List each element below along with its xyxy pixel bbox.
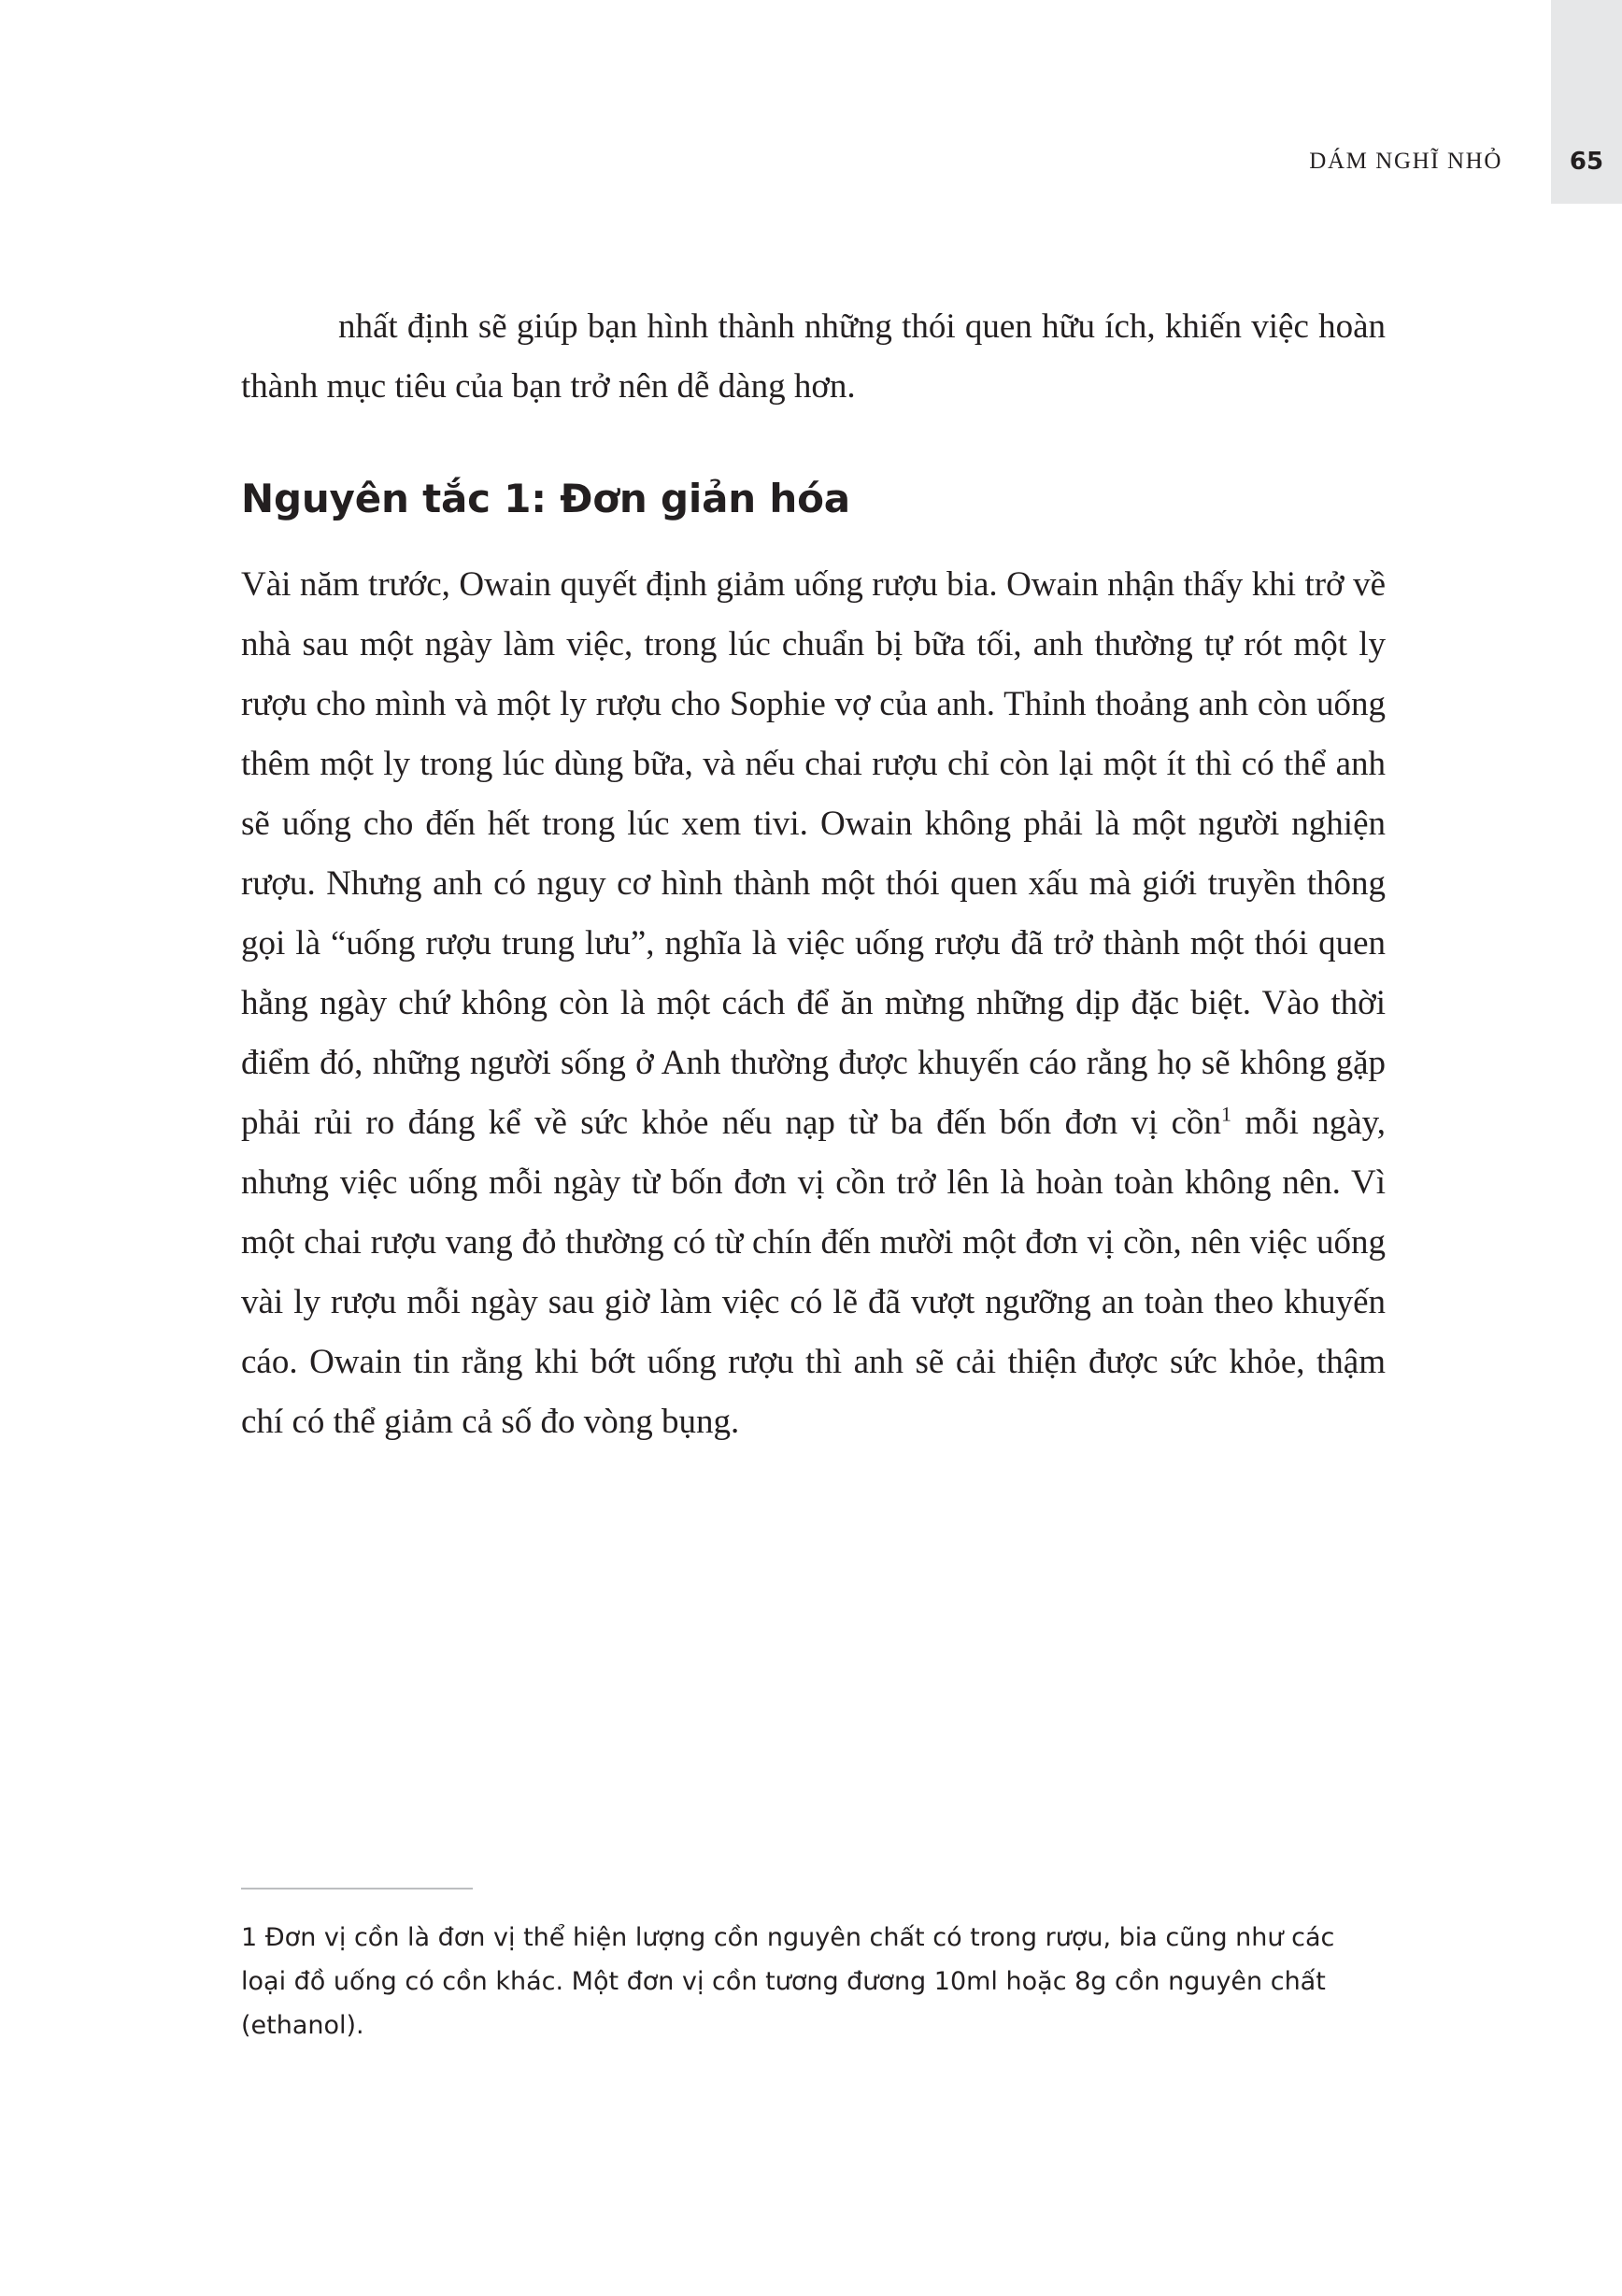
paragraph-continued: nhất định sẽ giúp bạn hình thành những thói quen hữu ích, khiến việc hoàn thành mục tiêu của bạn trở nên dễ dàng hơn. bbox=[241, 307, 1386, 406]
footnote-zone bbox=[241, 1888, 1386, 2047]
running-head bbox=[0, 140, 1622, 183]
footnote-marker: 1 bbox=[1221, 1102, 1232, 1126]
footnote-text: 1 Đơn vị cồn là đơn vị thể hiện lượng cồn nguyên chất có trong rượu, bia cũng như các loại đồ uống có cồn khác. Một đơn vị cồn tương đương 10ml hoặc 8g cồn nguyên chất (ethanol). bbox=[241, 1923, 1335, 2040]
paragraph-main-part-a: Vài năm trước, Owain quyết định giảm uống rượu bia. Owain nhận thấy khi trở về nhà sau một ngày làm việc, trong lúc chuẩn bị bữa tối, anh thường tự rót một ly rượu cho mình và một ly rượu cho Sophie vợ của anh. Thỉnh thoảng anh còn uống thêm một ly trong lúc dùng bữa, và nếu chai rượu chỉ còn lại một ít thì có thể anh sẽ uống cho đến hết trong lúc xem tivi. Owain không phải là một người nghiện rượu. Nhưng anh có nguy cơ hình thành một thói quen xấu mà giới truyền thông gọi là “uống rượu trung lưu”, nghĩa là việc uống rượu đã trở thành một thói quen hằng ngày chứ không còn là một cách để ăn mừng những dịp đặc biệt. Vào thời điểm đó, những người sống ở Anh thường được khuyến cáo rằng họ sẽ không gặp phải rủi ro đáng kể về sức khỏe nếu nạp từ ba đến bốn đơn vị cồn bbox=[241, 565, 1386, 1142]
footnote-divider bbox=[241, 1888, 473, 1890]
paragraph-main bbox=[241, 555, 1386, 1452]
paragraph-main-part-b: mỗi ngày, nhưng việc uống mỗi ngày từ bốn đơn vị cồn trở lên là hoàn toàn không nên. Vì một chai rượu vang đỏ thường có từ chín đến mười một đơn vị cồn, nên việc uống vài ly rượu mỗi ngày sau giờ làm việc có lẽ đã vượt ngưỡng an toàn theo khuyến cáo. Owain tin rằng khi bớt uống rượu thì anh sẽ cải thiện được sức khỏe, thậm chí có thể giảm cả số đo vòng bụng. bbox=[241, 1104, 1386, 1441]
running-title: DÁM NGHĨ NHỎ bbox=[1309, 149, 1502, 174]
page-number: 65 bbox=[1569, 148, 1604, 176]
section-heading: Nguyên tắc 1: Đơn giản hóa bbox=[241, 476, 850, 521]
page-body bbox=[241, 297, 1386, 1452]
